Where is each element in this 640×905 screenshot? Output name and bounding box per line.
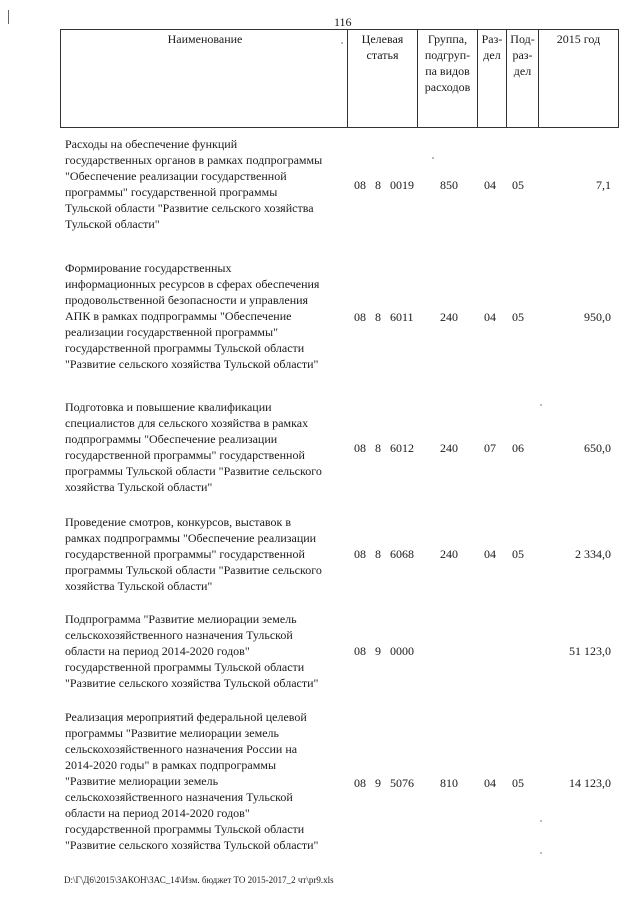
row-section: 04: [484, 310, 496, 324]
scan-speck: [432, 157, 434, 159]
row-target-article-program: 08: [354, 547, 366, 561]
header-year: 2015 год: [556, 32, 601, 46]
row-expense-group: 850: [440, 178, 458, 192]
header-section: Раз- дел: [481, 32, 503, 62]
row-name: Формирование государственных информационных ресурсов в сферах обеспечения продовольственной безопасности и управления АПК в рамках подпрограммы "Обеспечение реализации государственной программы" государственной программы Тульской области "Развитие сельского хозяйства Тульской области": [65, 261, 320, 371]
row-target-article-code: 0000: [390, 644, 414, 658]
row-amount: 950,0: [584, 310, 611, 324]
row-target-article-code: 6011: [390, 310, 414, 324]
row-subsection: 05: [512, 776, 524, 790]
row-target-article-program: 08: [354, 644, 366, 658]
row-target-article-program: 08: [354, 310, 366, 324]
row-target-article-code: 0019: [390, 178, 414, 192]
header-name: Наименование: [167, 32, 243, 46]
row-target-article-program: 08: [354, 178, 366, 192]
row-target-article-subprogram: 8: [375, 547, 381, 561]
header-expense-group: Группа, подгруп- па видов расходов: [424, 32, 471, 94]
scan-speck: [540, 852, 542, 854]
row-target-article-program: 08: [354, 441, 366, 455]
header-subsection: Под- раз- дел: [510, 32, 535, 78]
row-amount: 7,1: [596, 178, 611, 192]
row-name: Подпрограмма "Развитие мелиорации земель сельскохозяйственного назначения Тульской области на период 2014-2020 годов" государственной программы Тульской области "Развитие сельского хозяйства Тульской области": [65, 612, 319, 690]
table-header: [60, 29, 619, 128]
row-amount: 2 334,0: [575, 547, 611, 561]
row-section: 07: [484, 441, 496, 455]
row-target-article-subprogram: 9: [375, 644, 381, 658]
row-section: 04: [484, 776, 496, 790]
scan-speck: [540, 404, 542, 406]
row-name: Проведение смотров, конкурсов, выставок в рамках подпрограммы "Обеспечение реализации государственной программы" государственной программы Тульской области "Развитие сельского хозяйства Тульской области": [65, 515, 322, 593]
row-target-article-subprogram: 8: [375, 178, 381, 192]
header-left-border: [60, 29, 61, 128]
row-target-article-code: 6068: [390, 547, 414, 561]
page-number: 116: [334, 15, 352, 29]
scan-speck: [341, 42, 343, 44]
row-subsection: 06: [512, 441, 524, 455]
row-amount: 650,0: [584, 441, 611, 455]
row-subsection: 05: [512, 310, 524, 324]
row-section: 04: [484, 547, 496, 561]
header-target-article: Целевая статья: [361, 32, 404, 62]
file-path-footer: D:\Г\Д6\2015\ЗАКОН\ЗАС_14\Изм. бюджет ТО 2015-2017_2 чт\pr9.xls: [64, 875, 334, 885]
row-section: 04: [484, 178, 496, 192]
row-target-article-subprogram: 8: [375, 310, 381, 324]
row-name: Реализация мероприятий федеральной целевой программы "Развитие мелиорации земель сельскохозяйственного назначения России на 2014-2020 годы" в рамках подпрограммы "Развитие мелиорации земель сельскохозяйственного назначения Тульской области на период 2014-2020 годов" государственной программы Тульской области "Развитие сельского хозяйства Тульской области": [65, 710, 319, 852]
scan-speck: [540, 820, 542, 822]
header-top-border: [60, 29, 619, 30]
row-subsection: 05: [512, 178, 524, 192]
row-expense-group: 240: [440, 310, 458, 324]
row-target-article-subprogram: 8: [375, 441, 381, 455]
scan-margin-mark: [8, 10, 9, 24]
row-expense-group: 810: [440, 776, 458, 790]
row-target-article-code: 5076: [390, 776, 414, 790]
row-amount: 14 123,0: [569, 776, 611, 790]
row-expense-group: 240: [440, 441, 458, 455]
row-amount: 51 123,0: [569, 644, 611, 658]
row-target-article-code: 6012: [390, 441, 414, 455]
row-name: Подготовка и повышение квалификации специалистов для сельского хозяйства в рамках подпрограммы "Обеспечение реализации государственной программы" государственной программы Тульской области "Развитие сельского хозяйства Тульской области": [65, 400, 322, 494]
header-bottom-border: [60, 127, 619, 128]
header-right-border: [618, 29, 619, 128]
row-subsection: 05: [512, 547, 524, 561]
row-target-article-program: 08: [354, 776, 366, 790]
row-target-article-subprogram: 9: [375, 776, 381, 790]
row-name: Расходы на обеспечение функций государственных органов в рамках подпрограммы "Обеспечение реализации государственной программы" государственной программы Тульской области "Развитие сельского хозяйства Тульской области": [65, 137, 323, 231]
row-expense-group: 240: [440, 547, 458, 561]
